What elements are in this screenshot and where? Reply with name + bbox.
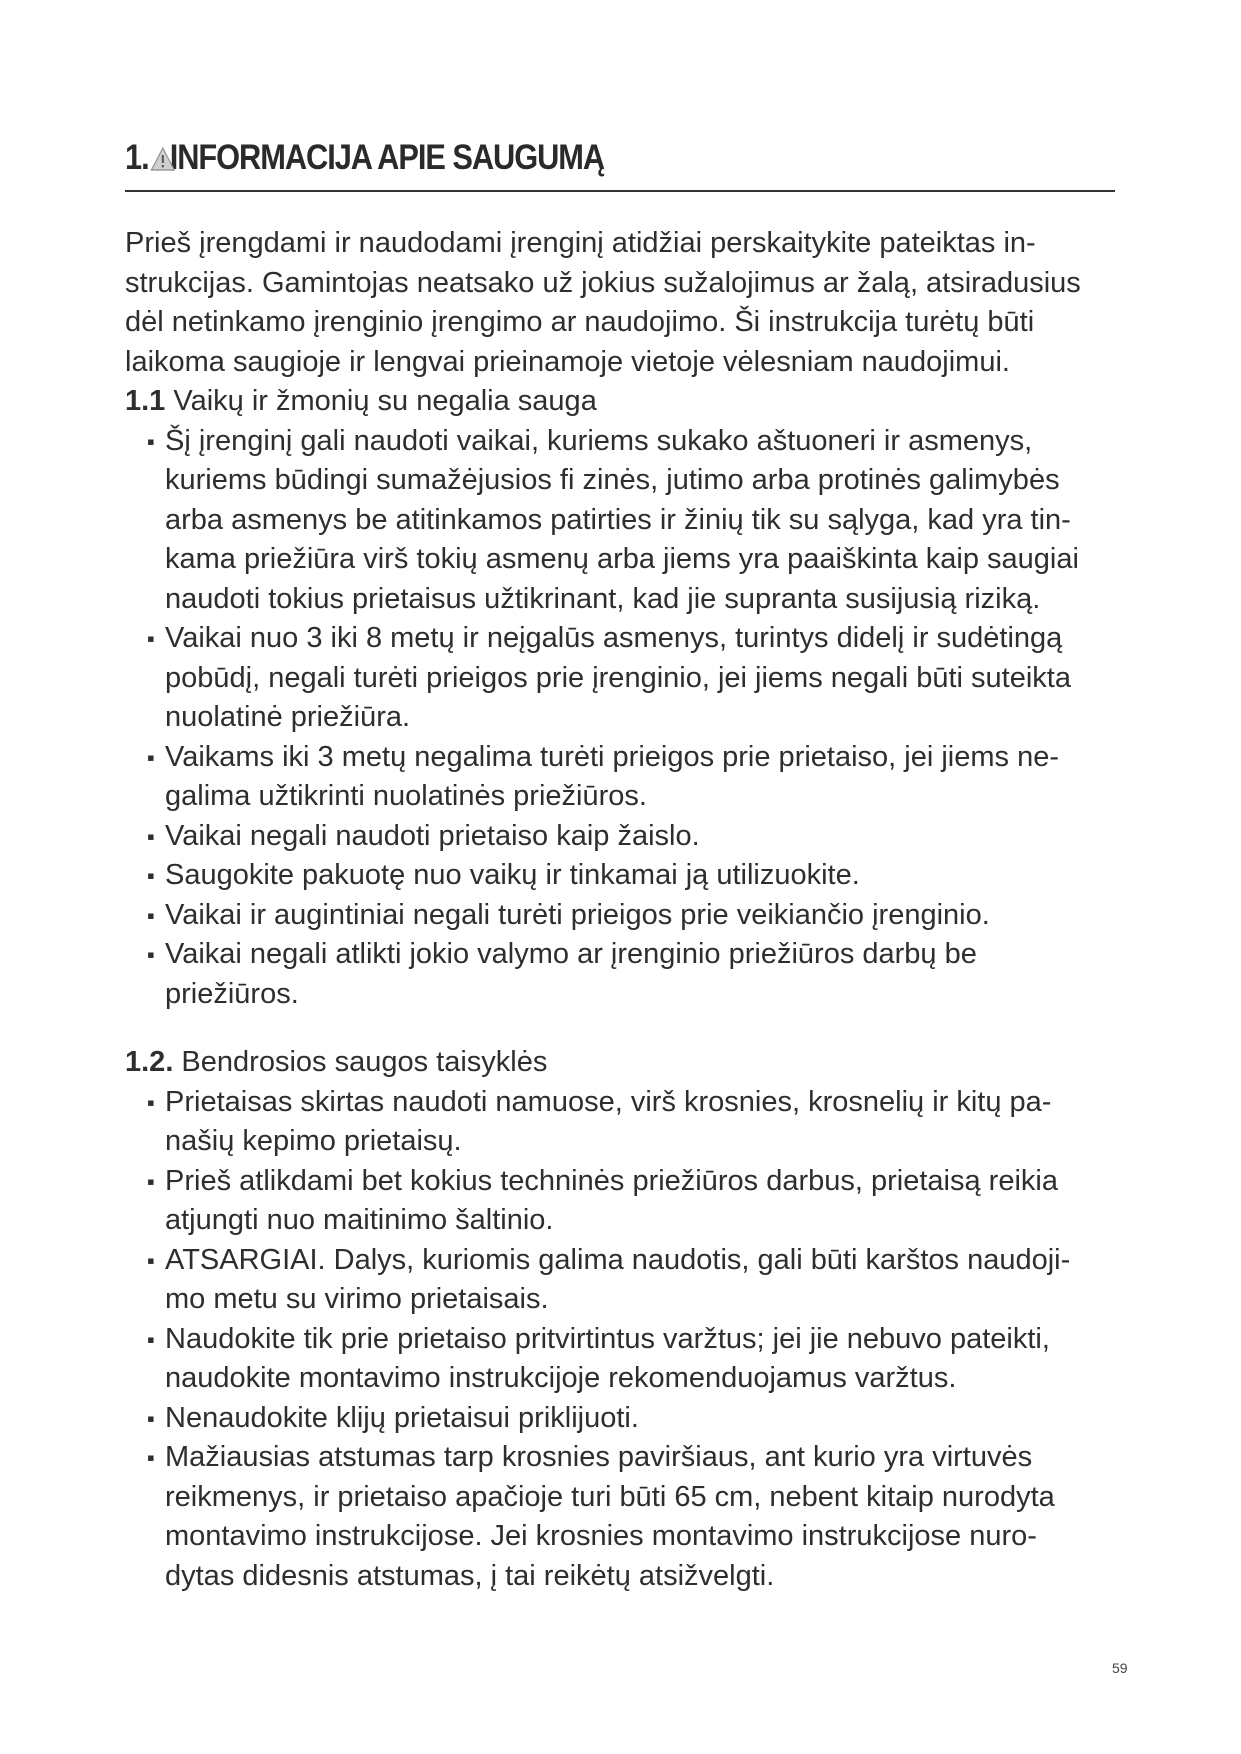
list-item <box>147 619 1125 738</box>
list-item-line: Prieš atlikdami bet kokius techninės priežiūros darbus, prietaisą reikia <box>165 1164 1058 1197</box>
subsection-title: Bendrosios saugos taisyklės <box>173 1046 548 1078</box>
bullet-icon: ▪ <box>147 1405 155 1431</box>
list-item-line: Naudokite tik prie prietaiso pritvirtintus varžtus; jei jie nebuvo pateikti, <box>165 1322 1050 1355</box>
intro-line: laikoma saugioje ir lengvai prieinamoje vietoje vėlesniam naudojimui. <box>125 345 1010 378</box>
bullet-icon: ▪ <box>147 902 155 928</box>
list-item-line: Saugokite pakuotę nuo vaikų ir tinkamai ją utilizuokite. <box>165 859 860 891</box>
list-item-line: galima užtikrinti nuolatinės priežiūros. <box>165 780 647 812</box>
subsection-title: Vaikų ir žmonių su negalia sauga <box>165 385 597 417</box>
list-item <box>147 1083 1125 1162</box>
list-item-line: Mažiausias atstumas tarp krosnies paviršiaus, ant kurio yra virtuvės <box>165 1441 1033 1473</box>
section-heading <box>125 138 1115 192</box>
list-item <box>147 1438 1125 1596</box>
list-item-line: Nenaudokite klijų prietaisui priklijuoti. <box>165 1401 639 1434</box>
subsection-heading-1-2 <box>125 1043 1125 1083</box>
spacer <box>125 1014 1125 1043</box>
bullet-icon: ▪ <box>147 428 155 454</box>
list-item-line: naudoti tokius prietaisus užtikrinant, kad jie supranta susijusią riziką. <box>165 582 1041 615</box>
bullet-icon: ▪ <box>147 1326 155 1352</box>
list-item <box>147 817 1125 857</box>
page-number: 59 <box>1112 1660 1128 1676</box>
list-item <box>147 738 1125 817</box>
list-item <box>147 856 1125 896</box>
list-item-line: Šį įrenginį gali naudoti vaikai, kuriems sukako aštuoneri ir asmenys, <box>165 424 1033 457</box>
list-item-line: Vaikams iki 3 metų negalima turėti prieigos prie prietaiso, jei jiems ne- <box>165 740 1060 773</box>
list-item-line: arba asmenys be atitinkamos patirties ir žinių tik su sąlyga, kad yra tin- <box>165 503 1071 536</box>
subsection-number: 1.2. <box>125 1046 174 1078</box>
intro-line: dėl netinkamo įrenginio įrengimo ar naudojimo. Ši instrukcija turėtų būti <box>125 306 1035 338</box>
list-item-line: kuriems būdingi sumažėjusios fi zinės, jutimo arba protinės galimybės <box>165 464 1060 496</box>
list-item-line: atjungti nuo maitinimo šaltinio. <box>165 1204 554 1236</box>
bullet-icon: ▪ <box>147 1089 155 1115</box>
bullet-list-1-1 <box>125 422 1125 1015</box>
list-item-line: Vaikai negali naudoti prietaiso kaip žaislo. <box>165 819 700 852</box>
section-title: INFORMACIJA APIE SAUGUMĄ <box>169 138 605 177</box>
list-item-line: Vaikai negali atlikti jokio valymo ar įrenginio priežiūros darbų be <box>165 938 977 970</box>
list-item-line: Vaikai ir augintiniai negali turėti prieigos prie veikiančio įrenginio. <box>165 898 990 931</box>
list-item-line: našių kepimo prietaisų. <box>165 1125 462 1157</box>
list-item-line: nuolatinė priežiūra. <box>165 701 411 733</box>
list-item <box>147 1399 1125 1439</box>
list-item-line: kama priežiūra virš tokių asmenų arba jiems yra paaiškinta kaip saugiai <box>165 543 1079 575</box>
list-item-line: reikmenys, ir prietaiso apačioje turi būti 65 cm, nebent kitaip nurodyta <box>165 1480 1055 1513</box>
list-item-line: pobūdį, negali turėti prieigos prie įrenginio, jei jiems negali būti suteikta <box>165 661 1071 694</box>
list-item <box>147 1320 1125 1399</box>
list-item-line: naudokite montavimo instrukcijoje rekomenduojamus varžtus. <box>165 1362 957 1394</box>
intro-line: Prieš įrengdami ir naudodami įrenginį atidžiai perskaitykite pateiktas in- <box>125 227 1036 259</box>
list-item-line: Vaikai nuo 3 iki 8 metų ir neįgalūs asmenys, turintys didelį ir sudėtingą <box>165 622 1063 654</box>
bullet-icon: ▪ <box>147 1445 155 1470</box>
list-item <box>147 896 1125 936</box>
bullet-icon: ▪ <box>147 744 155 770</box>
bullet-icon: ▪ <box>147 942 155 967</box>
bullet-icon: ▪ <box>147 626 155 651</box>
list-item-line: dytas didesnis atstumas, į tai reikėtų atsižvelgti. <box>165 1559 775 1592</box>
list-item <box>147 1162 1125 1241</box>
bullet-list-1-2 <box>125 1083 1125 1597</box>
list-item <box>147 1241 1125 1320</box>
section-number: 1. <box>125 138 149 177</box>
list-item-line: ATSARGIAI. Dalys, kuriomis galima naudotis, gali būti karštos naudoji- <box>165 1243 1071 1276</box>
list-item-line: montavimo instrukcijose. Jei krosnies montavimo instrukcijose nuro- <box>165 1520 1037 1552</box>
section-heading-text <box>125 138 996 178</box>
subsection-heading-1-1 <box>125 382 1125 422</box>
bullet-icon: ▪ <box>147 823 155 849</box>
intro-line: strukcijas. Gamintojas neatsako už jokius sužalojimus ar žalą, atsiradusius <box>125 266 1081 299</box>
warning-triangle-icon <box>150 146 175 172</box>
bullet-icon: ▪ <box>147 863 155 888</box>
list-item-line: priežiūros. <box>165 977 299 1010</box>
list-item-line: Prietaisas skirtas naudoti namuose, virš krosnies, krosnelių ir kitų pa- <box>165 1085 1052 1118</box>
bullet-icon: ▪ <box>147 1168 155 1194</box>
list-item <box>147 935 1125 1014</box>
section-body <box>125 224 1125 1596</box>
list-item <box>147 422 1125 620</box>
bullet-icon: ▪ <box>147 1247 155 1273</box>
subsection-number: 1.1 <box>125 385 166 417</box>
list-item-line: mo metu su virimo prietaisais. <box>165 1283 549 1315</box>
intro-paragraph <box>125 224 1125 382</box>
